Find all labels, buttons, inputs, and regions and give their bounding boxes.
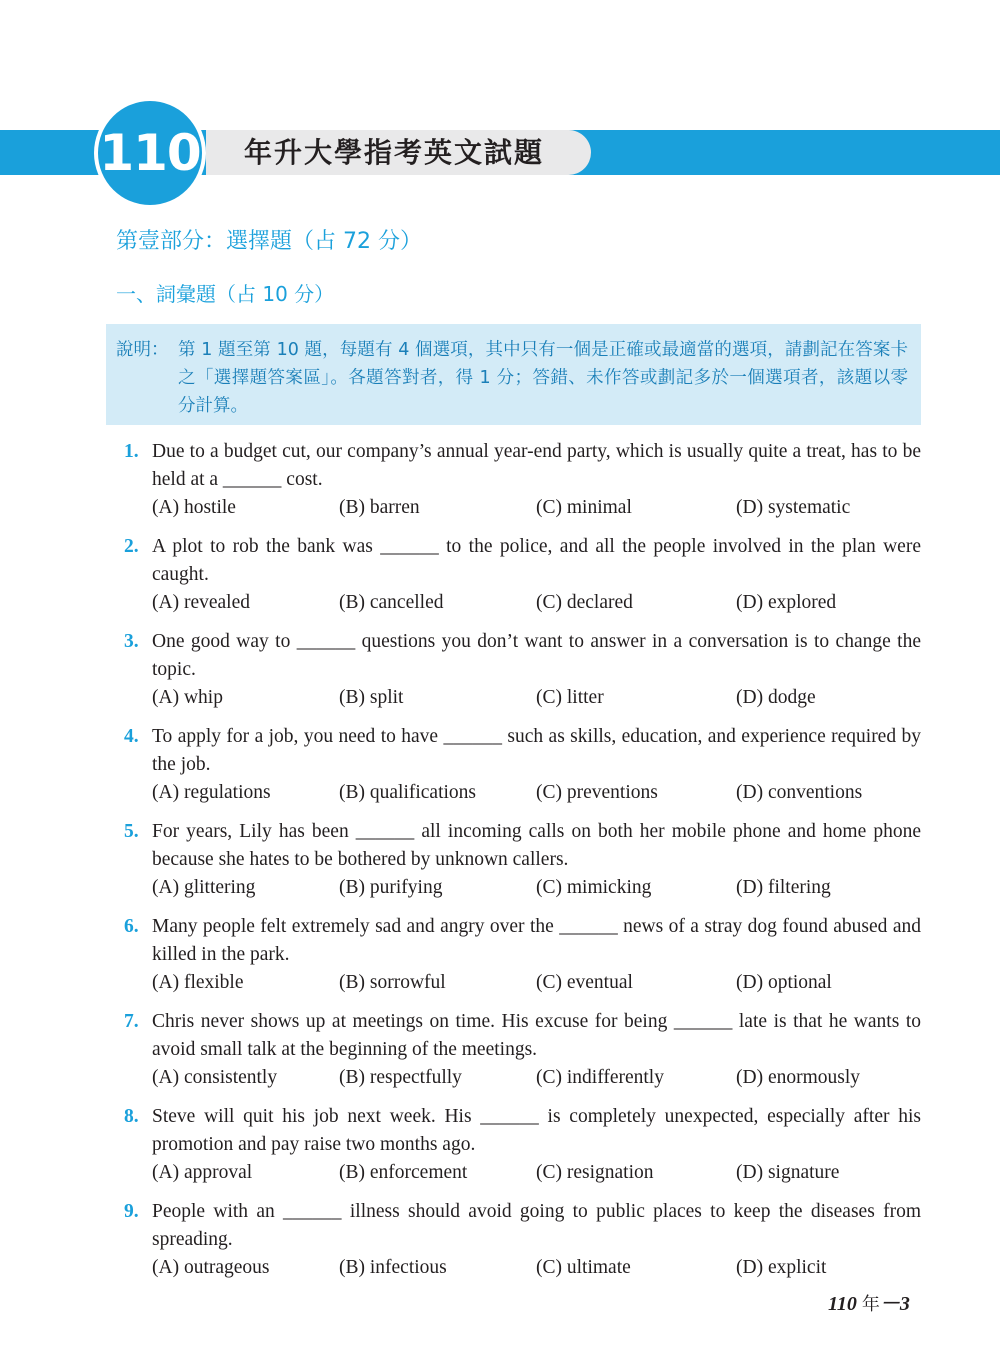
option-c: (C) declared xyxy=(536,592,633,613)
option-c: (C) resignation xyxy=(536,1162,654,1183)
question-number: 8. xyxy=(124,1106,139,1127)
question-number: 9. xyxy=(124,1201,139,1222)
option-a: (A) revealed xyxy=(152,592,250,613)
question-3 xyxy=(124,628,921,712)
question-text: To apply for a job, you need to have ______ such as skills, education, and experience required by the job. xyxy=(152,726,921,775)
question-text: People with an ______ illness should avoid going to public places to keep the diseases from spreading. xyxy=(152,1201,921,1250)
question-number: 6. xyxy=(124,916,139,937)
option-a: (A) approval xyxy=(152,1162,253,1183)
question-9 xyxy=(124,1198,921,1282)
year-badge xyxy=(94,97,206,209)
option-d: (D) conventions xyxy=(736,782,863,803)
instructions-box xyxy=(106,324,921,425)
option-b: (B) barren xyxy=(339,497,420,518)
option-b: (B) infectious xyxy=(339,1257,447,1278)
option-c: (C) ultimate xyxy=(536,1257,631,1278)
question-text: One good way to ______ questions you don’t want to answer in a conversation is to change the topic. xyxy=(152,631,921,680)
option-d: (D) signature xyxy=(736,1162,840,1183)
question-number: 5. xyxy=(124,821,139,842)
option-a: (A) hostile xyxy=(152,497,236,518)
option-d: (D) optional xyxy=(736,972,832,993)
option-b: (B) split xyxy=(339,687,404,708)
question-8 xyxy=(124,1103,921,1187)
option-c: (C) litter xyxy=(536,687,604,708)
option-c: (C) minimal xyxy=(536,497,632,518)
question-2 xyxy=(124,533,921,617)
question-text: For years, Lily has been ______ all incoming calls on both her mobile phone and home phone because she hates to be bothered by unknown callers. xyxy=(152,821,921,870)
question-number: 3. xyxy=(124,631,139,652)
question-number: 4. xyxy=(124,726,139,747)
option-d: (D) filtering xyxy=(736,877,831,898)
option-b: (B) cancelled xyxy=(339,592,444,613)
option-a: (A) whip xyxy=(152,687,223,708)
option-d: (D) dodge xyxy=(736,687,816,708)
question-text: Chris never shows up at meetings on time. His excuse for being ______ late is that he wants to avoid small talk at the beginning of the meetings. xyxy=(152,1011,921,1060)
option-b: (B) respectfully xyxy=(339,1067,462,1088)
footer-year: 110 xyxy=(828,1293,857,1315)
option-c: (C) mimicking xyxy=(536,877,652,898)
page-footer xyxy=(828,1287,910,1316)
option-c: (C) eventual xyxy=(536,972,633,993)
question-number: 2. xyxy=(124,536,139,557)
question-list xyxy=(124,438,921,1293)
option-b: (B) sorrowful xyxy=(339,972,446,993)
option-d: (D) explored xyxy=(736,592,837,613)
option-c: (C) preventions xyxy=(536,782,658,803)
exam-title: 年升大學指考英文試題 xyxy=(244,136,545,169)
option-d: (D) enormously xyxy=(736,1067,861,1088)
option-a: (A) outrageous xyxy=(152,1257,270,1278)
question-text: Many people felt extremely sad and angry over the ______ news of a stray dog found abused and killed in the park. xyxy=(152,916,921,965)
option-c: (C) indifferently xyxy=(536,1067,664,1088)
option-b: (B) qualifications xyxy=(339,782,477,803)
instructions-label: 說明： xyxy=(116,340,169,360)
option-a: (A) regulations xyxy=(152,782,271,803)
option-b: (B) enforcement xyxy=(339,1162,468,1183)
question-5 xyxy=(124,818,921,902)
option-a: (A) consistently xyxy=(152,1067,278,1088)
question-text: A plot to rob the bank was ______ to the police, and all the people involved in the plan were caught. xyxy=(152,536,921,585)
option-b: (B) purifying xyxy=(339,877,443,898)
option-d: (D) explicit xyxy=(736,1257,827,1278)
question-text: Due to a budget cut, our company’s annual year-end party, which is usually quite a treat, has to be held at a ______ cost. xyxy=(152,441,921,490)
option-d: (D) systematic xyxy=(736,497,851,518)
sub-heading: 一、詞彙題（占 10 分） xyxy=(116,282,335,306)
question-number: 1. xyxy=(124,441,139,462)
question-number: 7. xyxy=(124,1011,139,1032)
instructions-text: 第 1 題至第 10 題，每題有 4 個選項，其中只有一個是正確或最適當的選項，請劃記在答案卡之「選擇題答案區」。各題答對者，得 1 分；答錯、未作答或劃記多於一個選項者，該題以零分計算。 xyxy=(178,340,908,416)
section-heading: 第壹部分：選擇題（占 72 分） xyxy=(116,229,422,254)
option-a: (A) flexible xyxy=(152,972,244,993)
option-a: (A) glittering xyxy=(152,877,256,898)
question-4 xyxy=(124,723,921,807)
question-1 xyxy=(124,438,921,522)
question-7 xyxy=(124,1008,921,1092)
question-text: Steve will quit his job next week. His ______ is completely unexpected, especially after his promotion and pay raise two months ago. xyxy=(152,1106,921,1155)
year-badge-number: 110 xyxy=(98,101,202,205)
question-6 xyxy=(124,913,921,997)
page-number: －3 xyxy=(879,1293,910,1315)
footer-unit: 年 xyxy=(861,1294,880,1315)
